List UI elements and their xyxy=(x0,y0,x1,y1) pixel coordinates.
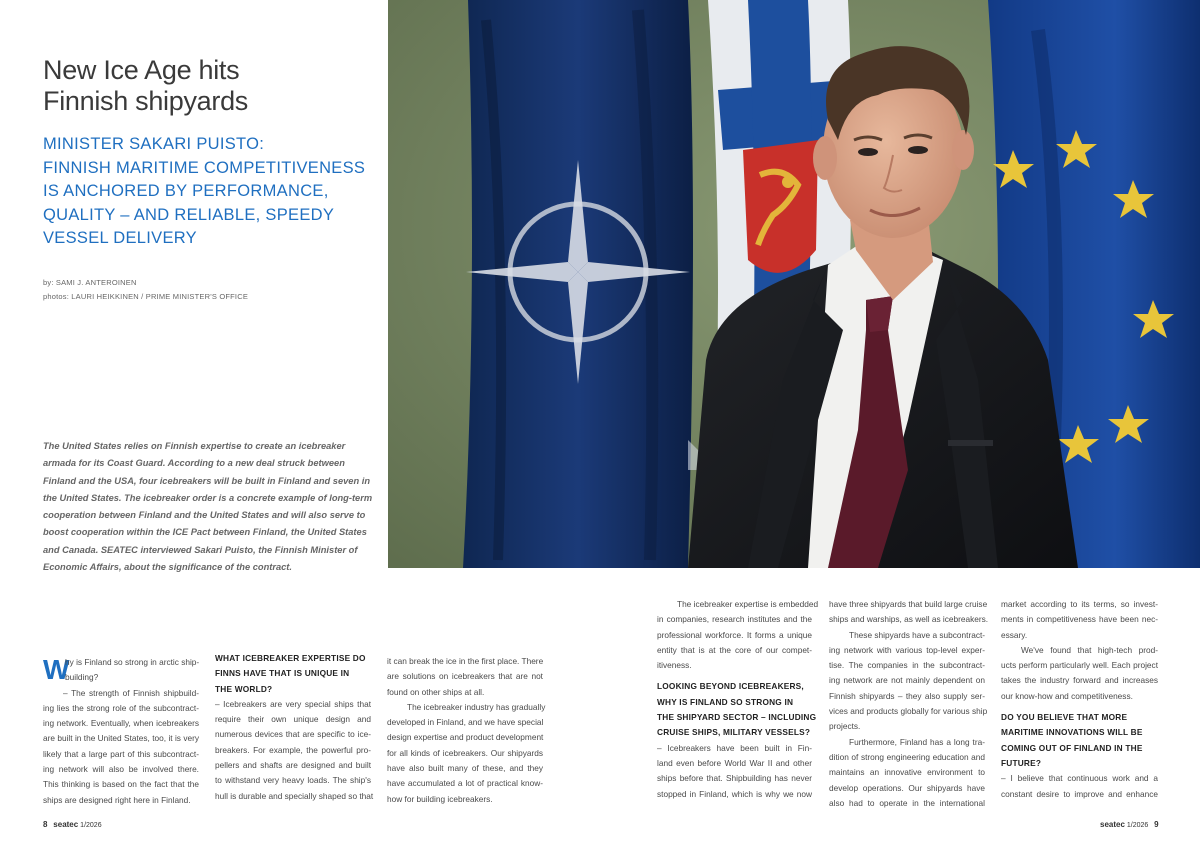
text-line: ucts perform particularly well. Each project xyxy=(1001,660,1158,671)
text-line: – Icebreakers have been built in Fin- xyxy=(657,742,812,753)
text-line: have three shipyards that build large cruise xyxy=(829,599,988,609)
issue-number: 1/2026 xyxy=(1126,822,1149,829)
text-line: tise. The companies in the subcontract- xyxy=(829,660,985,671)
text-line: This thinking is based on the fact that the xyxy=(43,779,199,790)
text-line: – Icebreakers are very special ships that xyxy=(215,698,371,709)
lead-line: armada for its Coast Guard. According to a new deal struck between xyxy=(43,458,345,469)
subtitle-line: VESSEL DELIVERY xyxy=(43,229,197,247)
text-line: breakers. For example, the powerful pro- xyxy=(215,744,371,755)
text-line: ships and warships, as well as icebreakers. xyxy=(829,614,989,625)
text-line: hy is Finland so strong in arctic ship- xyxy=(65,657,200,667)
text-line: ing network. Eventually, when icebreakers xyxy=(43,718,199,729)
lead-line: The United States relies on Finnish expertise to create an icebreaker xyxy=(43,441,346,451)
section-heading: THE WORLD? xyxy=(215,683,273,694)
title-line: New Ice Age hits xyxy=(43,55,240,85)
text-line: building? xyxy=(65,672,99,683)
lead-line: Economic Affairs, about the significance of the contract. xyxy=(43,562,292,573)
text-line: have accumulated a lot of practical know- xyxy=(387,778,543,789)
text-line: also had to operate in the international xyxy=(829,797,985,808)
text-line: in companies, research institutes and the xyxy=(657,614,812,625)
text-line: have also built many of these, and they xyxy=(387,763,543,774)
text-line: constant desire to improve and enhance xyxy=(1001,788,1158,799)
text-line: are solutions on icebreakers that are not xyxy=(387,671,543,682)
magazine-name: seatec xyxy=(1100,820,1125,829)
section-heading: DO YOU BELIEVE THAT MORE xyxy=(1001,712,1128,723)
title-line: Finnish shipyards xyxy=(43,86,248,116)
section-heading: COMING OUT OF FINLAND IN THE xyxy=(1001,742,1143,753)
page-number: 9 xyxy=(1154,820,1159,829)
text-line: professional workforce. It forms a unique xyxy=(657,629,812,640)
text-line: – The strength of Finnish shipbuild- xyxy=(63,687,199,698)
text-line: maintains an innovative environment to xyxy=(829,767,985,778)
text-line: projects. xyxy=(829,721,861,732)
text-line: are built in the United States, too, it is very xyxy=(43,733,199,744)
text-line: These shipyards have a subcontract- xyxy=(849,629,986,640)
text-line: for all kinds of icebreakers. Our shipyards xyxy=(387,747,543,758)
text-line: The icebreaker industry has gradually xyxy=(407,701,546,712)
magazine-name: seatec xyxy=(53,820,79,829)
section-heading: THE SHIPYARD SECTOR – INCLUDING xyxy=(657,712,817,723)
credits xyxy=(43,276,248,304)
footer-right xyxy=(1100,820,1159,829)
text-line: hull is durable and specially shaped so that xyxy=(215,790,374,801)
subtitle-line: MINISTER SAKARI PUISTO: xyxy=(43,135,265,153)
text-line: it can break the ice in the first place. There xyxy=(387,656,544,666)
drop-cap: W xyxy=(43,654,70,685)
subtitle-line: FINNISH MARITIME COMPETITIVENESS xyxy=(43,158,366,177)
text-line: to withstand very heavy loads. The ship's xyxy=(215,775,371,786)
section-heading: FINNS HAVE THAT IS UNIQUE IN xyxy=(215,668,350,679)
text-line: developed in Finland, and we have special xyxy=(387,717,544,728)
text-line: We've found that high-tech prod- xyxy=(1021,644,1158,655)
subtitle-line: QUALITY – AND RELIABLE, SPEEDY xyxy=(43,205,335,224)
text-line: ing network with various top-level exper- xyxy=(829,644,985,655)
text-line: Finnish shipyards – they also supply ser- xyxy=(829,690,985,701)
text-line: numerous devices that are specific to ice- xyxy=(215,729,371,740)
byline: by: SAMI J. ANTEROINEN xyxy=(43,278,137,287)
section-heading: CRUISE SHIPS, MILITARY VESSELS? xyxy=(657,727,811,738)
lead-paragraph xyxy=(43,438,371,576)
text-line: ships before that. Shipbuilding has never xyxy=(657,773,812,784)
photo-credit: photos: LAURI HEIKKINEN / PRIME MINISTER'S OFFICE xyxy=(43,292,249,301)
column-2 xyxy=(215,651,374,804)
column-1 xyxy=(43,655,199,808)
text-line: takes the industry forward and increases xyxy=(1001,675,1158,686)
text-line: how for building icebreakers. xyxy=(387,793,493,804)
section-heading: MARITIME INNOVATIONS WILL BE xyxy=(1001,727,1143,738)
section-heading: WHAT ICEBREAKER EXPERTISE DO xyxy=(215,653,366,663)
lead-line: cooperation between Finland and the United States and will also serve to xyxy=(43,510,366,521)
lead-line: the United States. The icebreaker order is a concrete example of long-term xyxy=(43,492,373,503)
column-3 xyxy=(387,654,546,807)
text-line: itiveness. xyxy=(657,660,692,671)
lead-line: and Canada. SEATEC interviewed Sakari Puisto, the Finnish Minister of xyxy=(43,544,358,555)
section-heading: LOOKING BEYOND ICEBREAKERS, xyxy=(657,681,804,692)
text-line: market according to its terms, so invest- xyxy=(1001,599,1158,609)
issue-number: 1/2026 xyxy=(80,822,102,829)
section-heading: FUTURE? xyxy=(1001,757,1042,768)
text-line: entity that is at the core of our compet- xyxy=(657,644,812,655)
lead-line: Finland and the USA, four icebreakers will be built in Finland and seven in xyxy=(43,475,370,486)
footer-left xyxy=(43,820,102,829)
text-line: Furthermore, Finland has a long tra- xyxy=(849,736,985,747)
text-line: pellers and shafts are designed and built xyxy=(215,760,371,771)
text-line: design expertise and product development xyxy=(387,732,544,743)
column-4 xyxy=(657,597,819,802)
section-heading: WHY IS FINLAND SO STRONG IN xyxy=(657,696,794,707)
text-line: found on other ships at all. xyxy=(387,686,485,697)
text-line: land even before World War II and other xyxy=(657,757,812,768)
subtitle-line: IS ANCHORED BY PERFORMANCE, xyxy=(43,182,329,200)
lead-line: boost cooperation within the ICE Pact between Finland, the United States xyxy=(43,527,367,538)
text-line: our know-how and competitiveness. xyxy=(1001,690,1133,701)
text-line: dition of strong engineering education and xyxy=(829,751,985,762)
text-line: develop operations. Our shipyards have xyxy=(829,782,985,793)
text-line: ments in competitiveness have been nec- xyxy=(1001,614,1158,625)
minister-photo xyxy=(388,0,1200,568)
column-6 xyxy=(1001,597,1158,802)
text-line: ships are designed right here in Finland. xyxy=(43,794,191,805)
text-line: ing network are not mainly dependent on xyxy=(829,675,985,686)
article-title xyxy=(43,55,363,117)
text-line: essary. xyxy=(1001,629,1028,640)
column-5 xyxy=(829,597,989,811)
text-line: ing network will also be involved there. xyxy=(43,764,199,775)
article-subtitle xyxy=(43,133,383,251)
text-line: ing lies the strong role of the subcontract- xyxy=(43,702,199,713)
text-line: vices and products globally for various ship xyxy=(829,706,988,717)
text-line: stopped in Finland, which is why we now xyxy=(657,788,812,799)
text-line: – I believe that continuous work and a xyxy=(1001,773,1158,784)
text-line: The icebreaker expertise is embedded xyxy=(677,599,819,609)
text-line: likely that a large part of this subcontract- xyxy=(43,748,199,759)
text-line: require their own unique design and xyxy=(215,714,371,725)
page-number: 8 xyxy=(43,820,48,829)
